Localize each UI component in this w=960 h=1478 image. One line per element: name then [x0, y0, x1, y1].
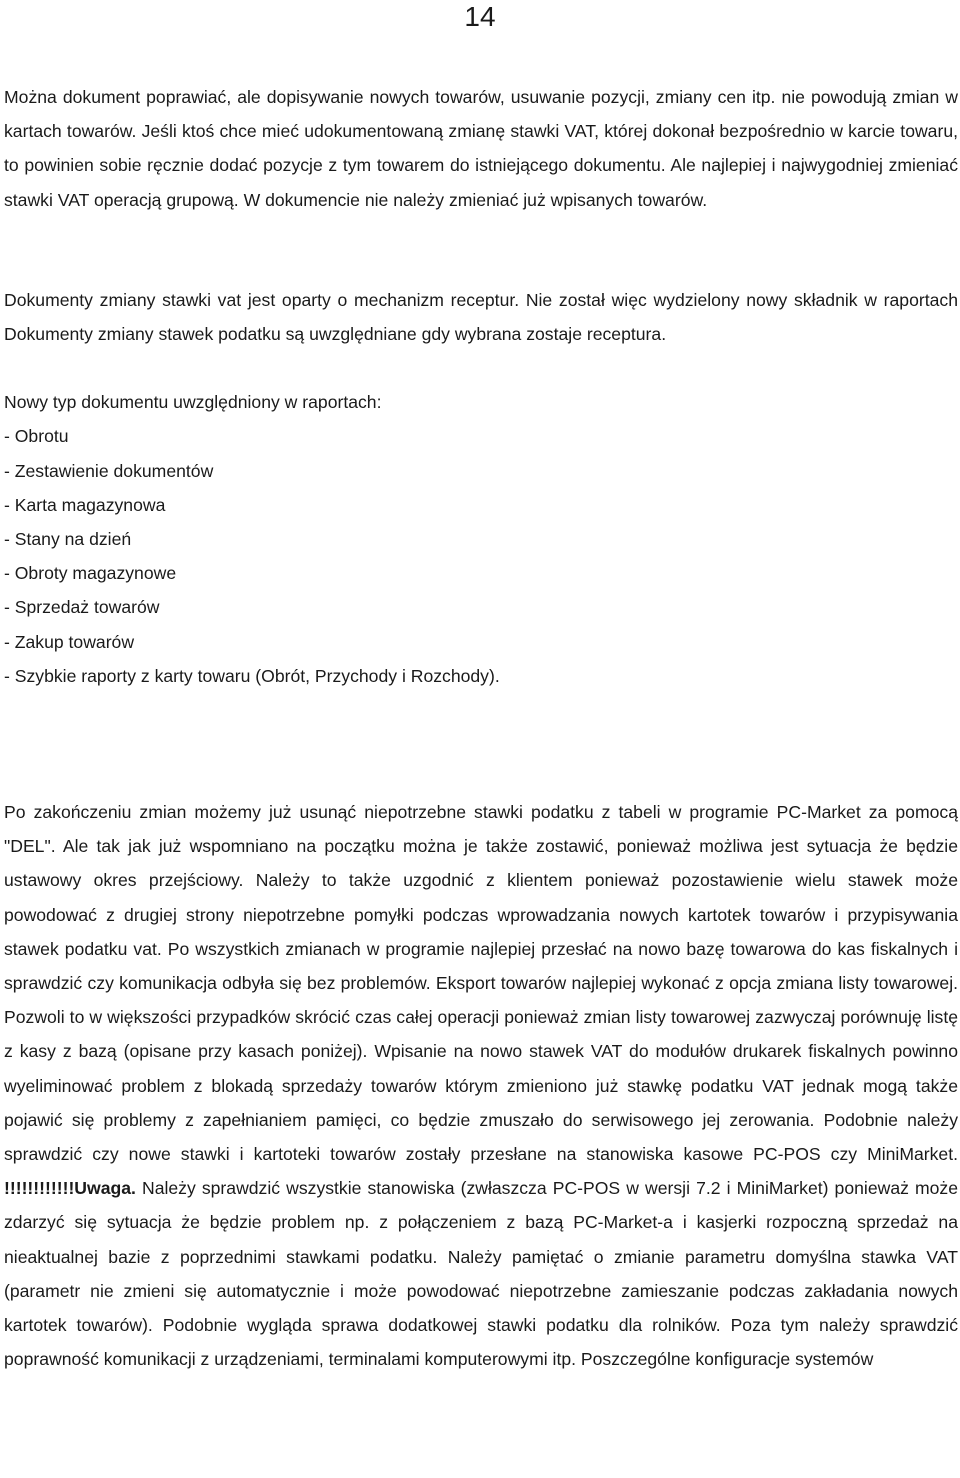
paragraph-after-changes — [4, 795, 958, 1376]
list-item: - Karta magazynowa — [4, 494, 166, 515]
paragraph-vat-document-editing: Można dokument poprawiać, ale dopisywanie nowych towarów, usuwanie pozycji, zmiany cen itp. nie powodują zmian w kartach towarów. Jeśli ktoś chce mieć udokumentowaną zmianę stawki VAT, której dokonał bezpośrednio w karcie towaru, to powinien sobie ręcznie dodać pozycje z tym towarem do istniejącego dokumentu. Ale najlepiej i najwygodniej zmieniać stawki VAT operacją grupową. W dokumencie nie należy zmieniać już wpisanych towarów. — [4, 87, 958, 210]
list-item: - Stany na dzień — [4, 529, 132, 550]
list-item: - Zestawienie dokumentów — [4, 460, 214, 481]
paragraph-after-changes-part2: Należy sprawdzić wszystkie stanowiska (zwłaszcza PC-POS w wersji 7.2 i MiniMarket) ponieważ może zdarzyć się sytuacja że będzie problem np. z połączeniem z bazą PC-Market-a i kasjerki rozpoczną sprzedaż na nieaktualnej bazie z poprzednimi stawkami podatku. Należy pamiętać o zmianie parametru domyślna stawka VAT (parametr nie zmieni się automatycznie i może powodować niepotrzebne zamieszanie podczas zakładania nowych kartotek towarów). Podobnie wygląda sprawa dodatkowej stawki podatku dla rolników. Poza tym należy sprawdzić poprawność komunikacji z urządzeniami, terminalami komputerowymi itp. Poszczególne konfiguracje systemów — [4, 1178, 958, 1370]
list-item: - Sprzedaż towarów — [4, 597, 160, 618]
list-item: - Obrotu — [4, 426, 69, 447]
page-number: 14 — [464, 1, 496, 32]
warning-label: !!!!!!!!!!!!Uwaga. — [4, 1178, 136, 1199]
paragraph-recipe-mechanism: Dokumenty zmiany stawki vat jest oparty o mechanizm receptur. Nie został więc wydzielony nowy składnik w raportach Dokumenty zmiany stawek podatku są uwzględniane gdy wybrana zostaje receptura. — [4, 289, 958, 345]
list-item: - Zakup towarów — [4, 631, 135, 652]
report-list-section — [4, 385, 958, 693]
document-body — [4, 80, 958, 1377]
list-item: - Obroty magazynowe — [4, 563, 177, 584]
list-item: - Szybkie raporty z karty towaru (Obrót, Przychody i Rozchody). — [4, 665, 500, 686]
report-list — [4, 419, 958, 693]
report-list-intro: Nowy typ dokumentu uwzględniony w raportach: — [4, 392, 382, 413]
paragraph-after-changes-part1: Po zakończeniu zmian możemy już usunąć niepotrzebne stawki podatku z tabeli w programie PC-Market za pomocą "DEL". Ale tak jak już wspomniano na początku można je także zostawić, ponieważ możliwa jest sytuacja że będzie ustawowy okres przejściowy. Należy to także uzgodnić z klientem ponieważ pozostawienie wielu stawek może powodować z drugiej strony niepotrzebne pomyłki podczas wprowadzania nowych kartotek towarów i przypisywania stawek podatku vat. Po wszystkich zmianach w programie najlepiej przesłać na nowo bazę towarowa do kas fiskalnych i sprawdzić czy komunikacja odbyła się bez problemów. Eksport towarów najlepiej wykonać z opcja zmiana listy towarowej. Pozwoli to w większości przypadków skrócić czas całej operacji ponieważ zmian listy towarowej zazwyczaj porównuję listę z kasy z bazą (opisane przy kasach poniżej). Wpisanie na nowo stawek VAT do modułów drukarek fiskalnych powinno wyeliminować problem z blokadą sprzedaży towarów którym zmieniono już stawkę podatku VAT jednak mogą także pojawić się problemy z zapełnianiem pamięci, co będzie zmuszało do serwisowego jej zerowania. Podobnie należy sprawdzić czy nowe stawki i kartoteki towarów zostały przesłane na stanowiska kasowe PC-POS czy MiniMarket. — [4, 802, 958, 1165]
